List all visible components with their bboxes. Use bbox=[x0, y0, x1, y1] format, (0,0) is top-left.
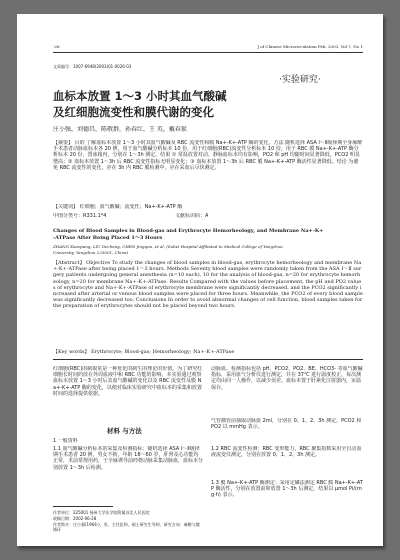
abstract-en: 【Abstract】 Objective To study the changes of blood samples in blood-gas, erythrocyte hemorheology and membrane Na+-K+-ATPase after being placed 1～3 hours. Methods Seventy blood samples were randomly taken from the ASA Ⅰ～Ⅱ surgery patients undergoing general anesthesia (n=10 each), 10 for the analysis of blood-gas, n=20 for erythrocyte hemorheology, n=20 for membrane Na+-K+-ATPase. Results Compared with the values before placement, the pH and PO2 values of erythrocyte and Na+-K+-ATPase of erythrocyte membrane were significantly decreased, and the PCO2 significantly increased after arterial or venous blood samples were placed for three hours. Meanwhile, the PCO2 of every blood sample was significantly decreased too. Conclusions In order to avoid abnormal changes of cell function, blood samples taken for the preparation of erythrocytes should not be placed beyond two hours. bbox=[53, 260, 363, 310]
journal-page bbox=[17, 14, 383, 546]
header-rule bbox=[53, 52, 363, 53]
title-en-line-2: -ATPase After Being Placed 1～3 Hours bbox=[53, 235, 163, 241]
article-id: 文章编号：1007-6948(2003)01-0026-03 bbox=[53, 64, 132, 69]
body-right-para-2: 气管插管前抽取动脉血 2ml，分别在 0、1、2、3h 测定，PCO2 和 PO2 以 mmHg 表示。 bbox=[211, 418, 362, 431]
keywords-en: 【Key words】 Erythrocyte; Blood-gas; Hemorheology; Na+-K+-ATPase bbox=[53, 349, 235, 355]
authors-en-line-2: University, Yangzhou 225001, China) bbox=[53, 250, 129, 255]
methods-subheading: 1 一般资料 bbox=[53, 438, 78, 444]
authors: 庄小强，刘德昌，陈敬群，孙春红，王 英，戴春狱 bbox=[53, 126, 187, 133]
body-right-para-4: 1.3 膜 Na+-K+-ATP 酶测定：采用定磷法测定 RBC 膜 Na+-K+-ATP 酶活性，分别在放置前和放置 1～3h 后测定，结果以 μmol Pi/(mg·h) 表示。 bbox=[211, 480, 363, 499]
title-en-line-1: Changes of Blood Samples in Blood-gas and Erythrocyte Hemorheology, and Membrane Na+-K+ bbox=[53, 228, 324, 234]
keywords-cn: 【关键词】 红细胞；血气酸碱；流变性；Na+-K+-ATP 酶 bbox=[53, 204, 183, 210]
methods-heading: 材料 与方法 bbox=[107, 427, 142, 435]
methods-body: 1.1 血气酸碱分析标本的采集及检测指标：随机选择 ASA Ⅰ～Ⅱ级择期手术患者 20 例，男女不拘，年龄 18～60 岁，肝肾及心功能均正常，术前常规用药，于全麻诱导前经桡动脉采集动脉血，血标本分别放置 1～3h 后检测。 bbox=[53, 446, 203, 471]
body-intro: 红细胞(RBC)的制取常是一种优化的制生的理论的价值。为了研究红细胞长时间的放在外周血液中和 RBC 功能的影响，本实验通过观察血标本放置 1～3 小时后其血气酸碱的变化以及 RBC 流变性及膜 Na+-K+-ATP 酶的变化，以便对临床实验研究中血标本的采集和放置时间的选择提供依据。 bbox=[53, 366, 203, 397]
footnote-received: 收稿日期：2002-06-28 bbox=[53, 516, 97, 521]
body-right-para-1: 动脉血。检测指标包括 pH、PCO2、PO2、BE、HCO3- 等血气酸碱指标，采用血气分析仪进行测定，并在 37℃ 进行温度校正，每次测定均由同一人操作，以减少误差。血标本置于肝素化注射器内，室温保存。 bbox=[211, 366, 363, 391]
body-right-para-3: 1.2 RBC 流变性检测：RBC 变形能力、RBC 聚集指数采用全自动血液流变仪测定，分别在放置 0、1、2、3h 测定。 bbox=[211, 446, 362, 459]
clc-number: 中图分类号：R331.1*4 bbox=[53, 213, 107, 219]
paper-title-line-2: 及红细胞流变性和膜代谢的变化 bbox=[53, 105, 214, 119]
footnote-author-bio: 作者简介：庄小强(1964-)，男，主任医师，硕士研究生导师，研究方向：麻醉与微循环 bbox=[53, 522, 200, 532]
footnote-affiliation: 作者单位：225001 扬州大学医学院附属苏北人民医院 bbox=[53, 510, 150, 515]
paper-title-line-1: 血标本放置 1～3 小时其血气酸碱 bbox=[53, 89, 227, 103]
page-number: -26- bbox=[53, 44, 61, 49]
document-code: 文献标识码：A bbox=[175, 213, 209, 219]
abstract-cn: 【摘要】 目的 了解血标本放置 1～3 小时其血气酸碱及 RBC 流变性和膜 Na+-K+-ATP 酶的变化，方法 随机选择 ASA Ⅰ～Ⅱ级择期全身麻醉手术患者动脉血标本各 20 例，用于血气酸碱分析标本 10 份，用于红细胞(RBC)流变性分析标本 10 份，用于 RBC 膜 Na+-K+-ATP 酶分析标本 20 份，置冰箱内，分别在 1～3h 测定。结果 ① 常温放置对动、静脉血标本均有影响，PO2 和 pH 均随时间显著降低，PCO2 明显增高；② 血标本放置 1～3h 后 RBC 流变性指标无明显变化；③ 血标本放置 1～3h 后 RBC 膜 Na+-K+-ATP 酶活性显著降低。结论 为避免 RBC 流变性的变化，应在 3h 内 RBC 膜检测中，应在采血后尽快测定。 bbox=[53, 140, 363, 171]
authors-en-line-1: ZHANG Xiaoqiang, LIU Dechang, CHEN Jingqun, et al. (Subei Hospital Affiliated to Medical College of Yangzhou bbox=[53, 244, 283, 249]
journal-header: J of Chinese Microcirculation Feb, 2003, Vol 7, No 1 bbox=[257, 44, 363, 49]
section-label: ·实验研究· bbox=[279, 75, 321, 85]
